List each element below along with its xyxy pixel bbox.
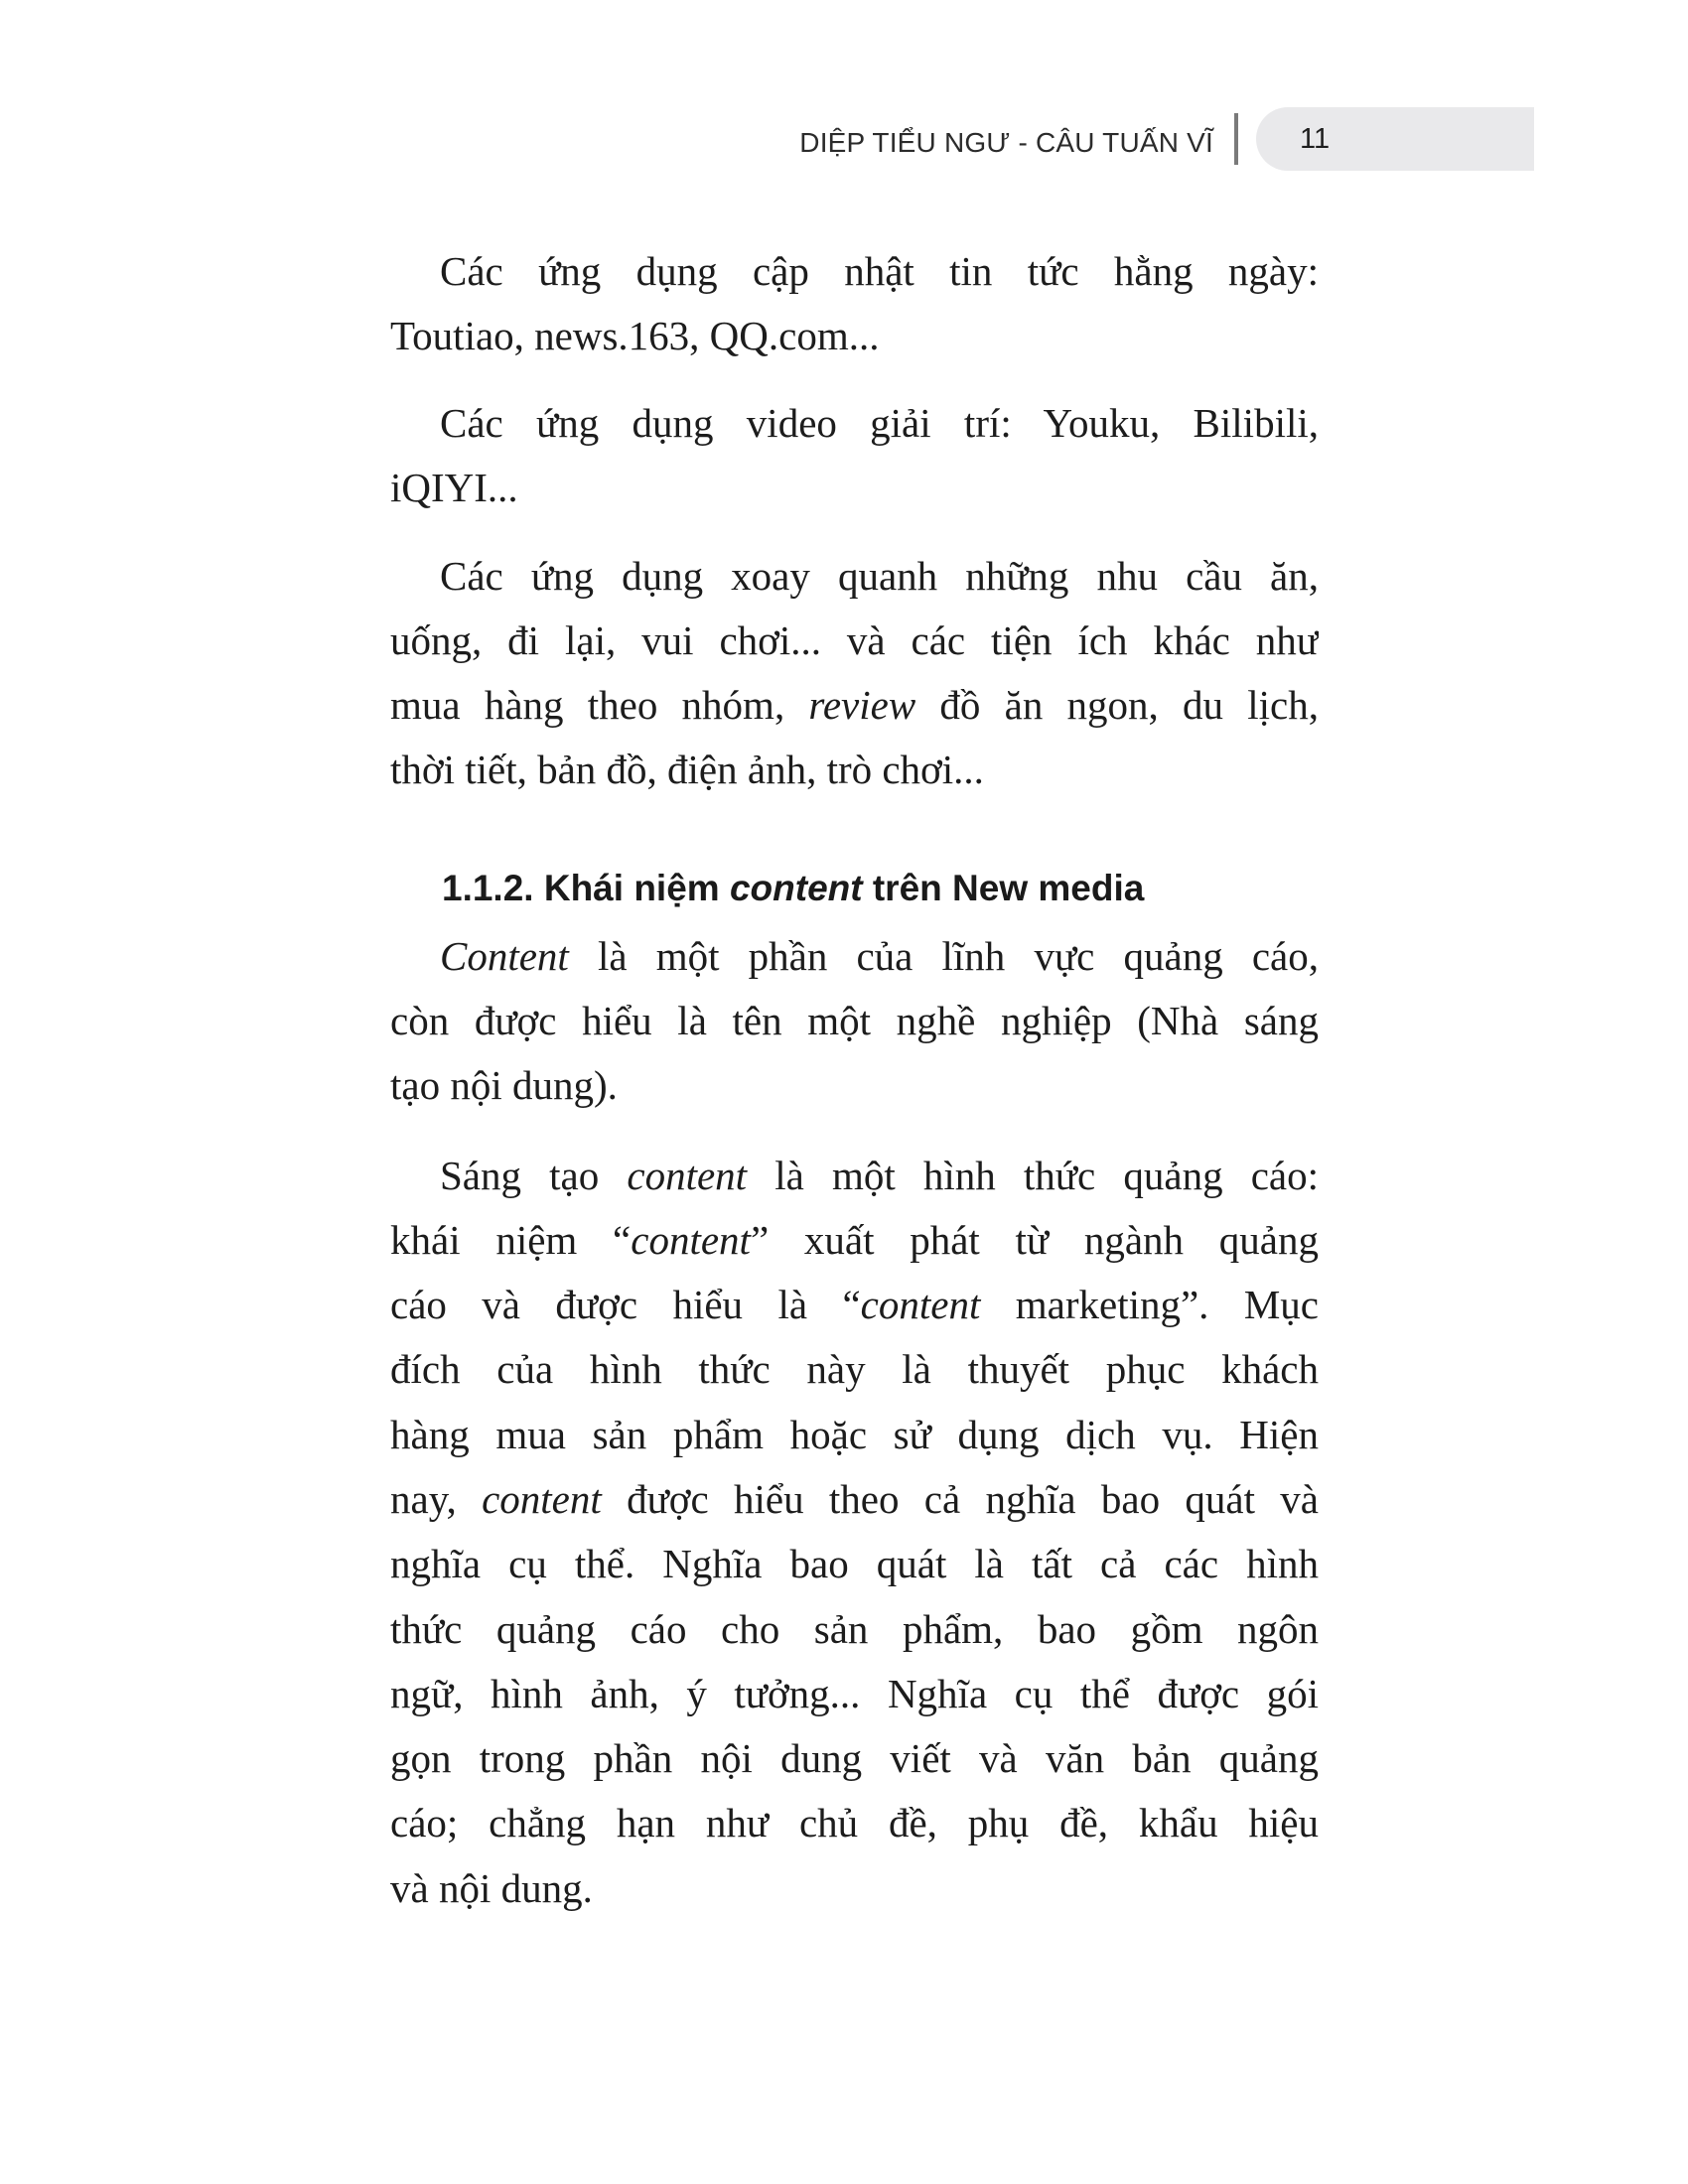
text-line — [390, 304, 1319, 368]
italic-term: content — [627, 1152, 748, 1198]
text-segment: được hiểu theo cả nghĩa bao quát và — [601, 1475, 1319, 1522]
text-segment: tạo nội dung). — [390, 1062, 618, 1109]
text-segment: còn được hiểu là tên một nghề nghiệp (Nhà sáng — [390, 997, 1319, 1043]
text-segment: và nội dung. — [390, 1864, 593, 1911]
text-line — [390, 1532, 1319, 1596]
text-line — [390, 456, 1319, 520]
text-line — [390, 391, 1319, 456]
text-segment: uống, đi lại, vui chơi... và các tiện ích khác như — [390, 616, 1319, 663]
text-line — [390, 1403, 1319, 1467]
text-segment: là một hình thức quảng cáo: — [747, 1152, 1319, 1198]
text-segment: cáo và được hiểu là “ — [390, 1282, 861, 1328]
text-line — [390, 1597, 1319, 1662]
text-line — [390, 1467, 1319, 1532]
italic-term: content — [860, 1282, 981, 1328]
text-segment: gọn trong phần nội dung viết và văn bản quảng — [390, 1735, 1319, 1782]
text-segment: là một phần của lĩnh vực quảng cáo, — [568, 932, 1319, 979]
paragraph-news-apps — [390, 239, 1319, 369]
text-segment: Toutiao, news.163, QQ.com... — [390, 312, 880, 358]
text-line — [390, 924, 1319, 989]
text-segment: hàng mua sản phẩm hoặc sử dụng dịch vụ. Hiện — [390, 1411, 1319, 1457]
text-segment: Các ứng dụng video giải trí: Youku, Bilibili, — [440, 399, 1319, 446]
text-segment: Các ứng dụng xoay quanh những nhu cầu ăn, — [440, 552, 1319, 599]
italic-term: content — [631, 1216, 751, 1263]
text-segment: thời tiết, bản đồ, điện ảnh, trò chơi... — [390, 747, 984, 793]
page-number-tab — [1256, 107, 1534, 171]
page-number: 11 — [1300, 123, 1331, 155]
text-line — [390, 738, 1319, 802]
text-segment: ” xuất phát từ ngành quảng — [750, 1216, 1319, 1263]
text-line — [390, 1662, 1319, 1726]
text-segment: nay, — [390, 1475, 483, 1522]
text-segment: iQIYI... — [390, 464, 518, 510]
heading-text-end: trên New media — [872, 868, 1145, 908]
text-line — [390, 1726, 1319, 1791]
paragraph-video-apps — [390, 391, 1319, 521]
text-line — [390, 544, 1319, 609]
paragraph-content-creation — [390, 1144, 1319, 1922]
section-number: 1.1.2. — [442, 868, 534, 908]
text-line — [390, 1791, 1319, 1855]
paragraph-content-definition — [390, 924, 1319, 1119]
text-line — [390, 1144, 1319, 1208]
text-segment: mua hàng theo nhóm, — [390, 682, 809, 729]
text-segment: đích của hình thức này là thuyết phục khách — [390, 1346, 1319, 1393]
heading-text: Khái niệm — [543, 868, 720, 908]
text-segment: Các ứng dụng cập nhật tin tức hằng ngày: — [440, 247, 1319, 294]
text-segment: nghĩa cụ thể. Nghĩa bao quát là tất cả các hình — [390, 1541, 1319, 1587]
text-line — [390, 1208, 1319, 1273]
section-heading — [442, 864, 1316, 913]
text-segment: đồ ăn ngon, du lịch, — [915, 682, 1319, 729]
text-segment: marketing”. Mục — [980, 1282, 1319, 1328]
italic-term: content — [482, 1475, 602, 1522]
header-divider — [1234, 113, 1238, 165]
text-line — [390, 609, 1319, 673]
text-line — [390, 673, 1319, 738]
running-head-title: DIỆP TIỂU NGƯ - CÂU TUẤN VĨ — [799, 127, 1213, 158]
text-segment: ngữ, hình ảnh, ý tưởng... Nghĩa cụ thể được gói — [390, 1670, 1319, 1716]
text-line — [390, 1273, 1319, 1337]
text-segment: thức quảng cáo cho sản phẩm, bao gồm ngôn — [390, 1605, 1319, 1652]
text-line — [390, 1856, 1319, 1921]
text-line — [390, 239, 1319, 304]
text-line — [390, 989, 1319, 1053]
paragraph-lifestyle-apps — [390, 544, 1319, 803]
text-line — [390, 1337, 1319, 1402]
italic-term: review — [808, 682, 916, 729]
heading-italic-term: content — [729, 868, 863, 908]
text-segment: Sáng tạo — [440, 1152, 628, 1198]
italic-term: Content — [440, 932, 569, 979]
text-line — [390, 1053, 1319, 1118]
text-segment: khái niệm “ — [390, 1216, 632, 1263]
text-segment: cáo; chẳng hạn như chủ đề, phụ đề, khẩu hiệu — [390, 1800, 1319, 1846]
